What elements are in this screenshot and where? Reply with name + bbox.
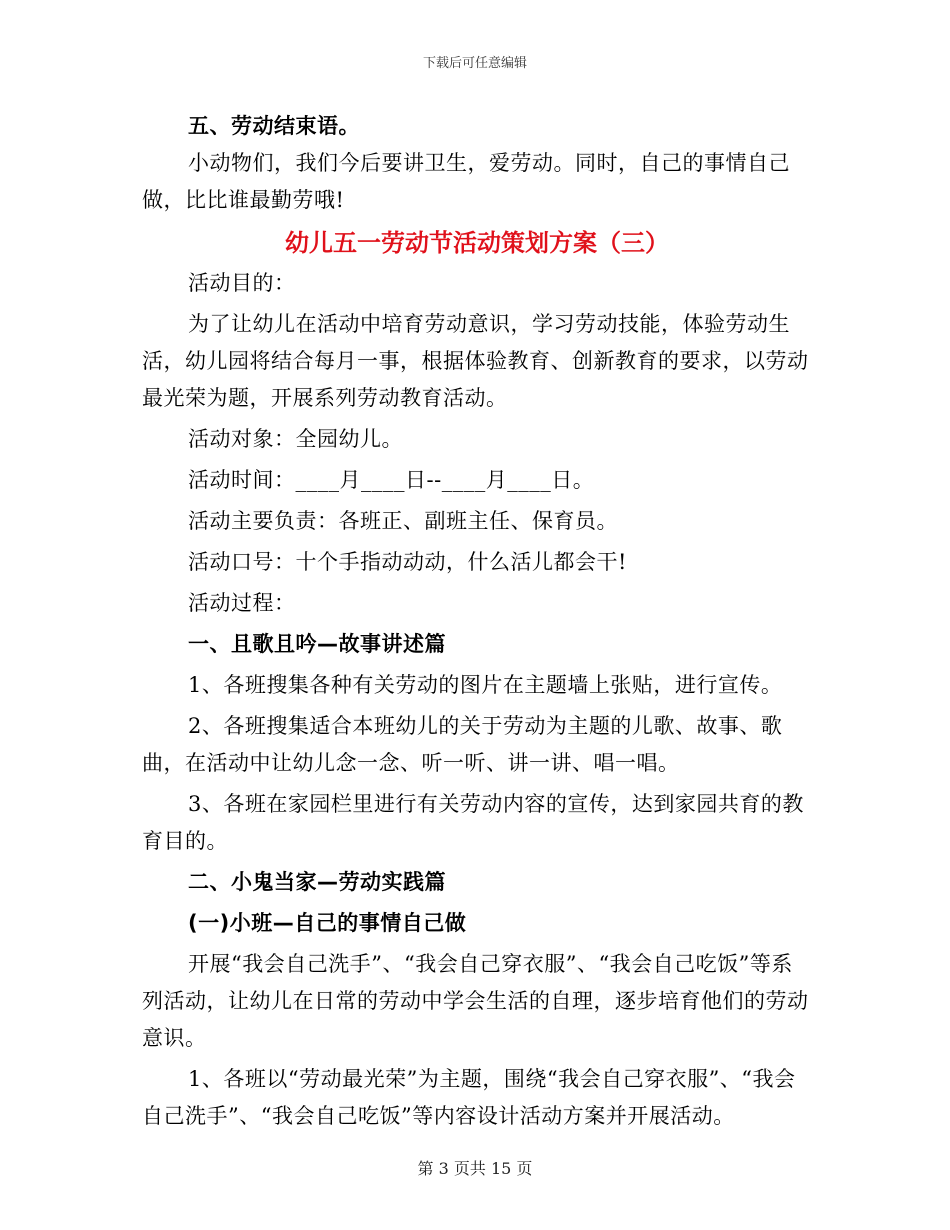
- paragraph: 活动时间：____月____日--____月____日。: [188, 468, 595, 492]
- paragraph: 活动过程：: [188, 591, 296, 615]
- page-footer: 第 3 页共 15 页: [417, 1159, 533, 1178]
- document-body: [142, 108, 812, 1135]
- paragraph: 活动口号：十个手指动动动，什么活儿都会干!: [188, 550, 627, 574]
- list-item: 1、各班搜集各种有关劳动的图片在主题墙上张贴，进行宣传。: [188, 673, 783, 697]
- list-item: 1、各班以“劳动最光荣”为主题，围绕“我会自己穿衣服”、“我会自己洗手”、“我会自己吃饭”等内容设计活动方案并开展活动。: [142, 1067, 796, 1128]
- section-heading: 五、劳动结束语。: [188, 114, 360, 138]
- paragraph: 开展“我会自己洗手”、“我会自己穿衣服”、“我会自己吃饭”等系列活动，让幼儿在日常的劳动中学会生活的自理，逐步培育他们的劳动意识。: [142, 952, 809, 1050]
- subsection-heading: (一)小班—自己的事情自己做: [188, 911, 467, 935]
- section-heading: 二、小鬼当家—劳动实践篇: [188, 870, 446, 894]
- list-item: 2、各班搜集适合本班幼儿的关于劳动为主题的儿歌、故事、歌曲，在活动中让幼儿念一念、听一听、讲一讲、唱一唱。: [142, 714, 783, 775]
- document-title: 幼儿五一劳动节活动策划方案（三）: [285, 229, 669, 257]
- paragraph: 活动目的：: [188, 271, 296, 295]
- paragraph: 活动主要负责：各班正、副班主任、保育员。: [188, 509, 618, 533]
- section-heading: 一、且歌且吟—故事讲述篇: [188, 632, 446, 656]
- paragraph: 小动物们，我们今后要讲卫生，爱劳动。同时，自己的事情自己做，比比谁最勤劳哦!: [142, 151, 790, 212]
- list-item: 3、各班在家园栏里进行有关劳动内容的宣传，达到家园共育的教育目的。: [142, 792, 804, 853]
- paragraph: 活动对象：全园幼儿。: [188, 427, 403, 451]
- page-header: 下载后可任意编辑: [422, 56, 527, 71]
- paragraph: 为了让幼儿在活动中培育劳动意识，学习劳动技能，体验劳动生活，幼儿园将结合每月一事，根据体验教育、创新教育的要求，以劳动最光荣为题，开展系列劳动教育活动。: [142, 312, 809, 410]
